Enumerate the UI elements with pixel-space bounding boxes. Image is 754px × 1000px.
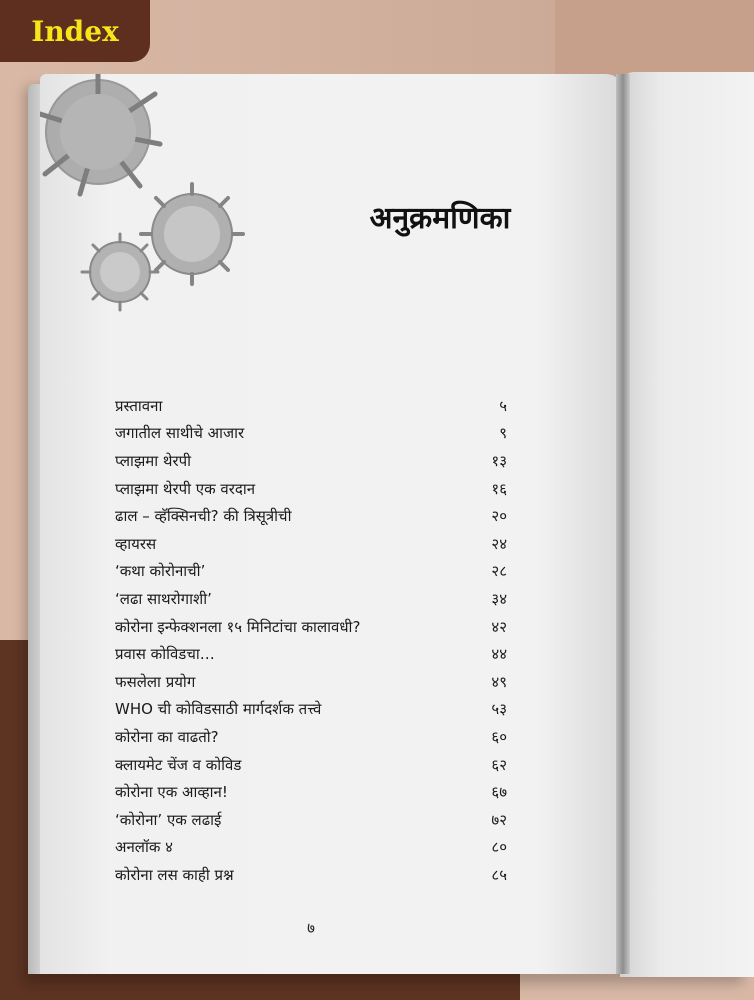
toc-entry-page: ४९ bbox=[491, 672, 507, 691]
toc-entry-title: प्रस्तावना bbox=[115, 396, 163, 415]
toc-entry-page: २८ bbox=[491, 562, 507, 581]
toc-entry-page: ७२ bbox=[491, 810, 507, 829]
toc-entry-title: प्लाझमा थेरपी एक वरदान bbox=[115, 479, 256, 498]
toc-entry-title: WHO ची कोविडसाठी मार्गदर्शक तत्त्वे bbox=[115, 700, 322, 719]
toc-entry-page: ६२ bbox=[491, 755, 507, 774]
index-badge bbox=[0, 0, 150, 62]
toc-entry bbox=[115, 723, 507, 751]
toc-entry bbox=[115, 696, 507, 724]
toc-entry-title: कोरोना लस काही प्रश्न bbox=[115, 865, 234, 884]
index-badge-label: Index bbox=[31, 14, 119, 48]
toc-entry-page: ९ bbox=[499, 424, 507, 443]
toc-entry bbox=[115, 834, 507, 862]
toc-entry bbox=[115, 530, 507, 558]
page-title: अनुक्रमणिका bbox=[369, 201, 511, 236]
toc-entry bbox=[115, 558, 507, 586]
page-number: ७ bbox=[307, 919, 315, 937]
toc-entry-title: व्हायरस bbox=[115, 534, 157, 553]
toc-entry-title: फसलेला प्रयोग bbox=[115, 672, 196, 691]
toc-entry-title: कोरोना का वाढतो? bbox=[115, 727, 219, 746]
toc-entry-title: ‘कथा कोरोनाची’ bbox=[115, 562, 206, 581]
toc-entry-page: ८० bbox=[491, 838, 507, 857]
toc-entry-page: १६ bbox=[491, 479, 507, 498]
toc-entry bbox=[115, 668, 507, 696]
toc-entry-page: ४२ bbox=[491, 617, 507, 636]
toc-entry bbox=[115, 392, 507, 420]
toc-entry bbox=[115, 447, 507, 475]
toc-entry-page: ३४ bbox=[491, 589, 507, 608]
toc-entry-page: ६७ bbox=[491, 783, 507, 802]
toc-entry bbox=[115, 640, 507, 668]
toc-entry-title: ‘कोरोना’ एक लढाई bbox=[115, 810, 222, 829]
toc-entry bbox=[115, 861, 507, 889]
book-gutter bbox=[616, 74, 630, 974]
toc-entry-page: १३ bbox=[491, 451, 507, 470]
toc-entry-title: प्रवास कोविडचा… bbox=[115, 645, 215, 664]
toc-entry bbox=[115, 475, 507, 503]
toc-entry-title: कोरोना इन्फेक्शनला १५ मिनिटांचा कालावधी? bbox=[115, 617, 361, 636]
toc-entry-title: अनलॉक ४ bbox=[115, 838, 173, 857]
toc-entry-page: ४४ bbox=[491, 645, 507, 664]
toc-entry-title: ‘लढा साथरोगाशी’ bbox=[115, 589, 212, 608]
toc-entry-page: २० bbox=[491, 507, 507, 526]
toc-entry-title: प्लाझमा थेरपी bbox=[115, 451, 192, 470]
table-of-contents bbox=[115, 392, 507, 889]
toc-entry bbox=[115, 751, 507, 779]
toc-entry bbox=[115, 502, 507, 530]
toc-entry-title: कोरोना एक आव्हान! bbox=[115, 783, 228, 802]
toc-entry-page: ५ bbox=[499, 396, 507, 415]
virus-illustration bbox=[40, 74, 260, 324]
toc-entry bbox=[115, 778, 507, 806]
toc-entry bbox=[115, 585, 507, 613]
toc-entry bbox=[115, 613, 507, 641]
toc-entry-page: २४ bbox=[491, 534, 507, 553]
toc-entry-page: ५३ bbox=[491, 700, 507, 719]
right-page bbox=[620, 72, 754, 977]
toc-entry bbox=[115, 806, 507, 834]
toc-entry-title: क्लायमेट चेंज व कोविड bbox=[115, 755, 242, 774]
toc-entry-page: ८५ bbox=[491, 865, 507, 884]
toc-entry-title: जगातील साथीचे आजार bbox=[115, 424, 245, 443]
toc-entry-title: ढाल – व्हॅक्सिनची? की त्रिसूत्रीची bbox=[115, 507, 292, 526]
toc-entry bbox=[115, 420, 507, 448]
toc-entry-page: ६० bbox=[491, 727, 507, 746]
